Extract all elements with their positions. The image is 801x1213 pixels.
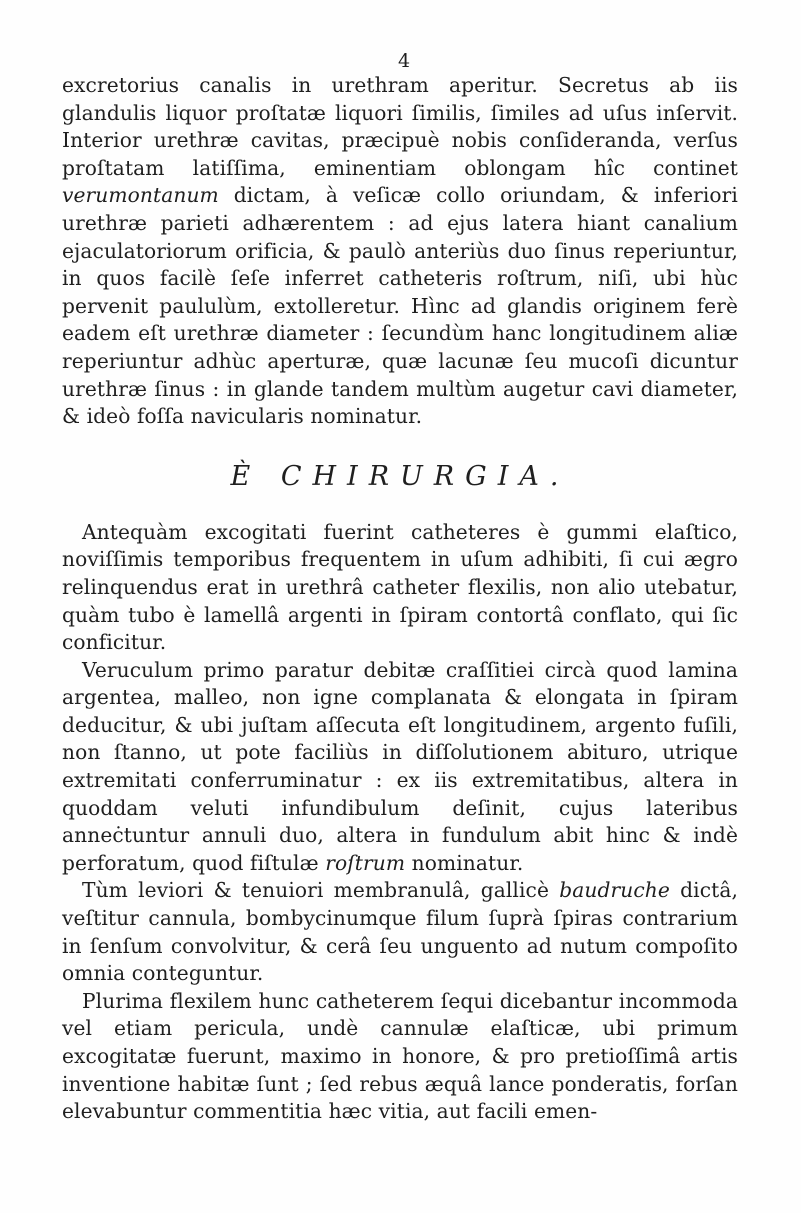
term-verumontanum: verumontanum <box>62 183 219 208</box>
paragraph-construction <box>62 657 738 878</box>
paragraph-covering-text-b: dictâ, veſtitur cannula, bombycinumque filum ſuprà ſpiras contrarium in ſenſum convolvitur, & cerâ ſeu unguento ad nutum compoſito omnia conteguntur. <box>62 878 738 986</box>
section-heading: È CHIRURGIA. <box>230 460 570 492</box>
body-text <box>62 72 738 1126</box>
paragraph-catheter-history: Antequàm excogitati fuerint catheteres è gummi elaſtico, noviſſimis temporibus frequentem in uſum adhibiti, ſi cui ægro relinquendus erat in urethrâ catheter flexilis, non alio utebatur, quàm tubo è lamellâ argenti in ſpiram contortâ conflato, qui ſic conficitur. <box>62 519 738 655</box>
page-number: 4 <box>398 50 411 72</box>
paragraph-anatomy-text-a: excretorius canalis in urethram aperitur. Secretus ab iis glandulis liquor proſtatæ liquori ſimilis, ſimiles ad uſus inſervit. Interior urethræ cavitas, præcipuè nobis conſideranda, verſus proſtatam latiſſima, eminentiam oblongam hîc continet <box>62 73 738 180</box>
paragraph-covering <box>62 877 738 987</box>
paragraph-construction-text-a: Veruculum primo paratur debitæ craſſitiei circà quod lamina argentea, malleo, non igne complanata & elongata in ſpiram deducitur, & ubi juſtam aſſecuta eſt longitudinem, argento fuſili, non ſtanno, ut pote faciliùs in diſſolutionem abituro, utrique extremitati conferruminatur : ex iis extremitatibus, altera in quoddam veluti infundibulum deſinit, cujus lateribus anneċtuntur annuli duo, altera in fundulum abit hinc & indè perforatum, quod fiſtulæ <box>62 657 738 875</box>
paragraph-inconveniences: Plurima flexilem hunc catheterem ſequi dicebantur incommoda vel etiam pericula, undè cannulæ elaſticæ, ubi primum excogitatæ fuerunt, maximo in honore, & pro pretioſſimâ artis inventione habitæ ſunt ; ſed rebus æquâ lance ponderatis, forſan elevabuntur commentitia hæc vitia, aut facili emen- <box>62 988 738 1124</box>
paragraph-covering-text-a: Tùm leviori & tenuiori membranulâ, gallicè <box>82 878 560 903</box>
paragraph-anatomy-text-b: dictam, à veſicæ collo oriundam, & inferiori urethræ parieti adhærentem : ad ejus latera hiant canalium ejaculatoriorum orificia, & paulò anteriùs duo ſinus reperiuntur, in quos facilè ſeſe inferret catheteris roſtrum, niſi, ubi hùc pervenit paululùm, extolleretur. Hìnc ad glandis originem ferè eadem eſt urethræ diameter : ſecundùm hanc longitudinem aliæ reperiuntur adhùc aperturæ, quæ lacunæ ſeu mucoſi dicuntur urethræ ſinus : in glande tandem multùm augetur cavi diameter, & ideò foſſa navicularis nominatur. <box>62 183 738 429</box>
paragraph-construction-text-b: nominatur. <box>405 850 524 875</box>
paragraph-anatomy <box>62 72 738 431</box>
term-rostrum: roſtrum <box>325 850 406 875</box>
term-baudruche: baudruche <box>559 878 670 903</box>
